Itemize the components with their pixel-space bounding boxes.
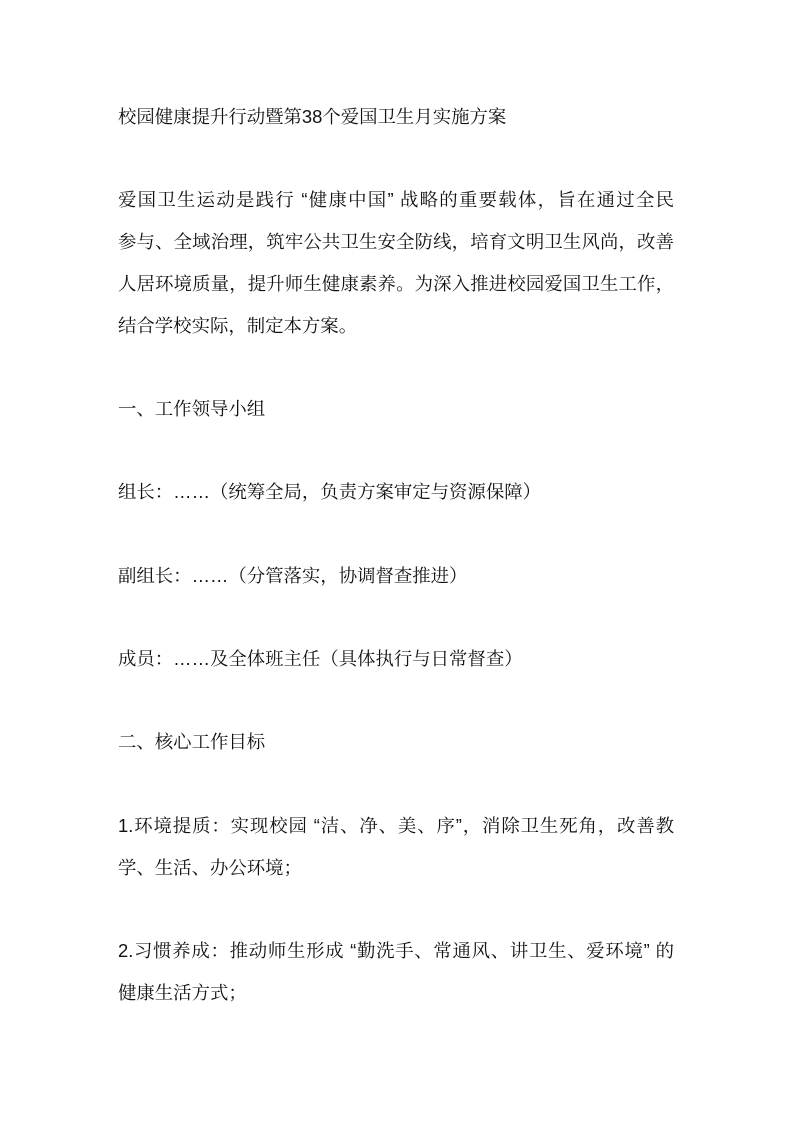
- intro-line: 参与、全域治理，筑牢公共卫生安全防线，培育文明卫生风尚，改善: [118, 231, 674, 252]
- leader-line: 组长：……（统筹全局，负责方案审定与资源保障）: [118, 481, 541, 502]
- goal-2-line: 2.习惯养成：推动师生形成 “勤洗手、常通风、讲卫生、爱环境” 的: [118, 940, 674, 961]
- intro-line: 人居环境质量，提升师生健康素养。为深入推进校园爱国卫生工作，: [118, 273, 674, 294]
- document-title: 校园健康提升行动暨第38个爱国卫生月实施方案: [118, 106, 507, 127]
- section-heading-goals: 二、核心工作目标: [118, 731, 266, 752]
- section-heading-leadership: 一、工作领导小组: [118, 398, 266, 419]
- goal-1-line: 学、生活、办公环境；: [118, 857, 302, 878]
- deputy-leader-line: 副组长：……（分管落实，协调督查推进）: [118, 565, 468, 586]
- goal-1-line: 1.环境提质：实现校园 “洁、净、美、序”，消除卫生死角，改善教: [118, 815, 674, 836]
- intro-line: 结合学校实际，制定本方案。: [118, 315, 358, 336]
- intro-line: 爱国卫生运动是践行 “健康中国” 战略的重要载体，旨在通过全民: [118, 189, 674, 210]
- goal-2-line: 健康生活方式；: [118, 982, 247, 1003]
- members-line: 成员：……及全体班主任（具体执行与日常督查）: [118, 648, 523, 669]
